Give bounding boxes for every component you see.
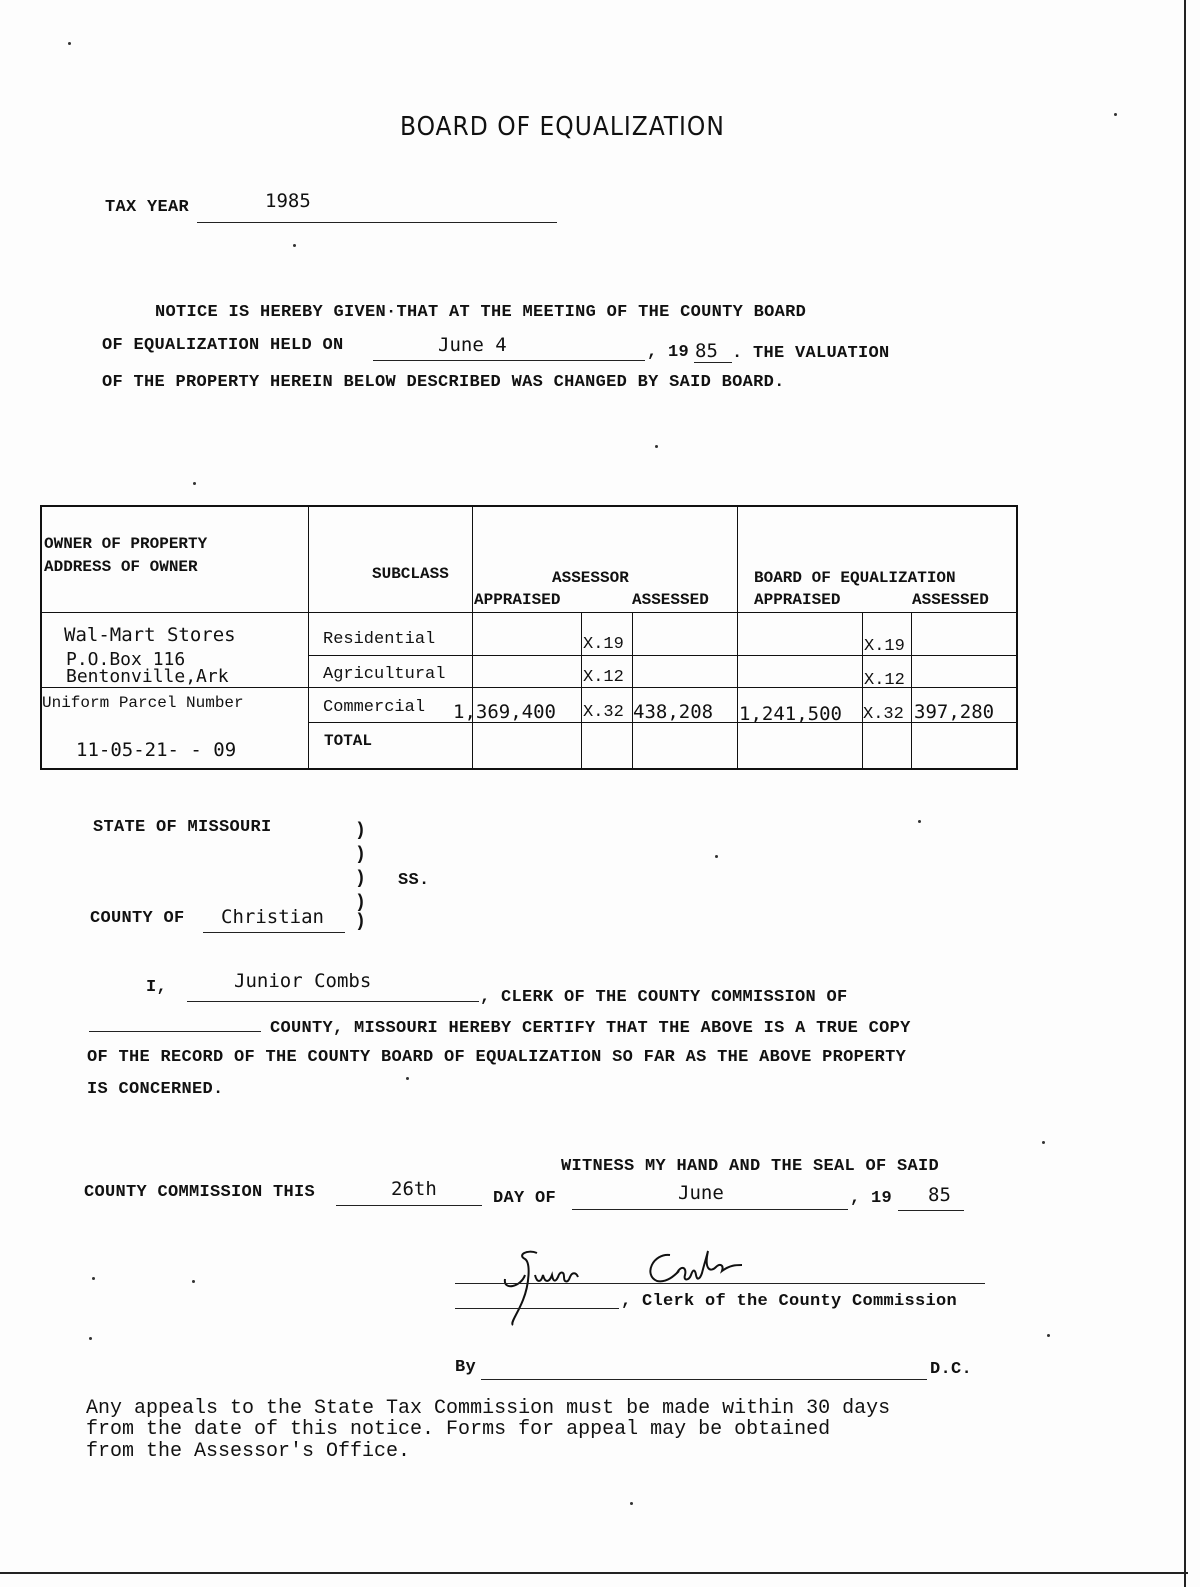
scan-speck (68, 42, 71, 45)
tax-year-value: 1985 (265, 190, 311, 212)
rate-assessor-commercial: X.32 (583, 703, 624, 722)
assessor-appraised-commercial: 1,369,400 (453, 701, 556, 723)
valuation-table (40, 505, 1018, 770)
witness-line-1: WITNESS MY HAND AND THE SEAL OF SAID (561, 1157, 940, 1176)
cert-line-2: COUNTY, MISSOURI HEREBY CERTIFY THAT THE ABOVE IS A TRUE COPY (270, 1019, 911, 1038)
scan-speck (92, 1277, 95, 1280)
witness-year: 85 (928, 1184, 951, 1206)
subclass-residential: Residential (323, 630, 436, 649)
venue-ss: SS. (398, 871, 430, 890)
by-label: By (455, 1358, 477, 1377)
row-divider (42, 612, 1016, 613)
appeal-note-line-2: from the date of this notice. Forms for appeal may be obtained (86, 1418, 831, 1441)
bracket-paren: ) (355, 912, 366, 932)
header-subclass: SUBCLASS (372, 565, 449, 583)
col-divider (472, 507, 473, 768)
venue-county: Christian (221, 906, 324, 928)
signature-line (455, 1283, 985, 1284)
witness-year-prefix: , 19 (850, 1189, 893, 1208)
subclass-agricultural: Agricultural (323, 665, 446, 684)
rate-board-commercial: X.32 (863, 705, 904, 724)
tax-year-line (197, 222, 557, 223)
document-title: BOARD OF EQUALIZATION (400, 112, 725, 142)
scan-speck (293, 244, 296, 247)
witness-day: 26th (391, 1178, 437, 1200)
header-board-appraised: APPRAISED (754, 591, 841, 609)
dc-label: D.C. (930, 1360, 973, 1379)
bracket-paren: ) (355, 845, 366, 865)
notice-line-2-prefix: OF EQUALIZATION HELD ON (102, 336, 344, 355)
scan-speck (1042, 1141, 1045, 1144)
held-on-date: June 4 (438, 334, 507, 356)
header-board: BOARD OF EQUALIZATION (754, 569, 956, 587)
rate-assessor-residential: X.19 (583, 635, 624, 654)
venue-state: STATE OF MISSOURI (93, 818, 272, 837)
handwritten-signature (455, 1245, 755, 1330)
rate-board-agricultural: X.12 (864, 671, 905, 690)
signature-title: , Clerk of the County Commission (621, 1292, 958, 1311)
subclass-commercial: Commercial (323, 698, 426, 717)
cert-line-3: OF THE RECORD OF THE COUNTY BOARD OF EQUALIZATION SO FAR AS THE ABOVE PROPERTY (87, 1048, 907, 1067)
rate-board-residential: X.19 (864, 637, 905, 656)
board-appraised-commercial: 1,241,500 (739, 703, 842, 725)
witness-day-of: DAY OF (493, 1189, 557, 1208)
col-divider (308, 507, 309, 768)
owner-address-1: P.O.Box 116 (66, 649, 186, 670)
day-line (336, 1205, 482, 1206)
appeal-note-line-3: from the Assessor's Office. (86, 1440, 411, 1463)
scan-speck (193, 482, 196, 485)
notice-line-1: NOTICE IS HEREBY GIVEN·THAT AT THE MEETING OF THE COUNTY BOARD (155, 303, 807, 322)
scan-edge-bottom (0, 1572, 1188, 1574)
held-on-line (373, 360, 645, 361)
notice-line-2-suffix: . THE VALUATION (732, 344, 890, 363)
scan-speck (406, 1077, 409, 1080)
by-line (481, 1379, 927, 1380)
scan-speck (715, 855, 718, 858)
bracket-paren: ) (355, 821, 366, 841)
witness-month: June (678, 1182, 724, 1204)
notice-year: 85 (695, 340, 718, 362)
witness-year-line (898, 1210, 964, 1211)
notice-year-line (694, 362, 732, 363)
cert-line-4: IS CONCERNED. (87, 1080, 224, 1099)
bracket-paren: ) (355, 893, 366, 913)
cert-line-1: , CLERK OF THE COUNTY COMMISSION OF (480, 988, 848, 1007)
tax-year-label: TAX YEAR (105, 198, 190, 217)
row-divider (308, 655, 1016, 656)
county-line (203, 932, 345, 933)
rate-assessor-agricultural: X.12 (583, 668, 624, 687)
month-line (572, 1209, 848, 1210)
witness-prefix: COUNTY COMMISSION THIS (84, 1183, 316, 1202)
col-divider (862, 612, 863, 768)
scan-speck (89, 1337, 92, 1340)
owner-address-2: Bentonville,Ark (66, 666, 229, 687)
parcel-number: 11-05-21- - 09 (76, 739, 237, 761)
assessor-assessed-commercial: 438,208 (633, 701, 714, 723)
board-assessed-commercial: 397,280 (914, 701, 995, 723)
col-divider (737, 507, 738, 768)
scan-speck (1114, 113, 1117, 116)
col-divider (911, 612, 912, 768)
header-assessor-assessed: ASSESSED (632, 591, 709, 609)
scan-speck (655, 445, 658, 448)
subclass-total: TOTAL (324, 732, 373, 750)
scan-speck (918, 820, 921, 823)
header-address: ADDRESS OF OWNER (44, 558, 198, 576)
county-blank-line (89, 1031, 261, 1032)
header-assessor: ASSESSOR (552, 569, 629, 587)
notice-line-3: OF THE PROPERTY HEREIN BELOW DESCRIBED WAS CHANGED BY SAID BOARD. (102, 373, 785, 392)
appeal-note-line-1: Any appeals to the State Tax Commission must be made within 30 days (86, 1397, 891, 1420)
venue-county-label: COUNTY OF (90, 909, 185, 928)
scan-edge-right (1184, 0, 1186, 1587)
header-board-assessed: ASSESSED (912, 591, 989, 609)
header-owner: OWNER OF PROPERTY (44, 535, 208, 553)
parcel-label: Uniform Parcel Number (42, 694, 244, 712)
scan-speck (192, 1280, 195, 1283)
owner-name: Wal-Mart Stores (64, 624, 236, 646)
bracket-paren: ) (355, 869, 366, 889)
scan-speck (1047, 1334, 1050, 1337)
col-divider (581, 612, 582, 768)
clerk-name-line (187, 1001, 479, 1002)
clerk-name: Junior Combs (234, 970, 372, 992)
header-assessor-appraised: APPRAISED (474, 591, 561, 609)
signature-line-2 (455, 1308, 619, 1309)
cert-i: I, (146, 978, 168, 997)
scan-speck (630, 1502, 633, 1505)
notice-year-prefix: , 19 (647, 343, 690, 362)
col-divider (632, 612, 633, 768)
